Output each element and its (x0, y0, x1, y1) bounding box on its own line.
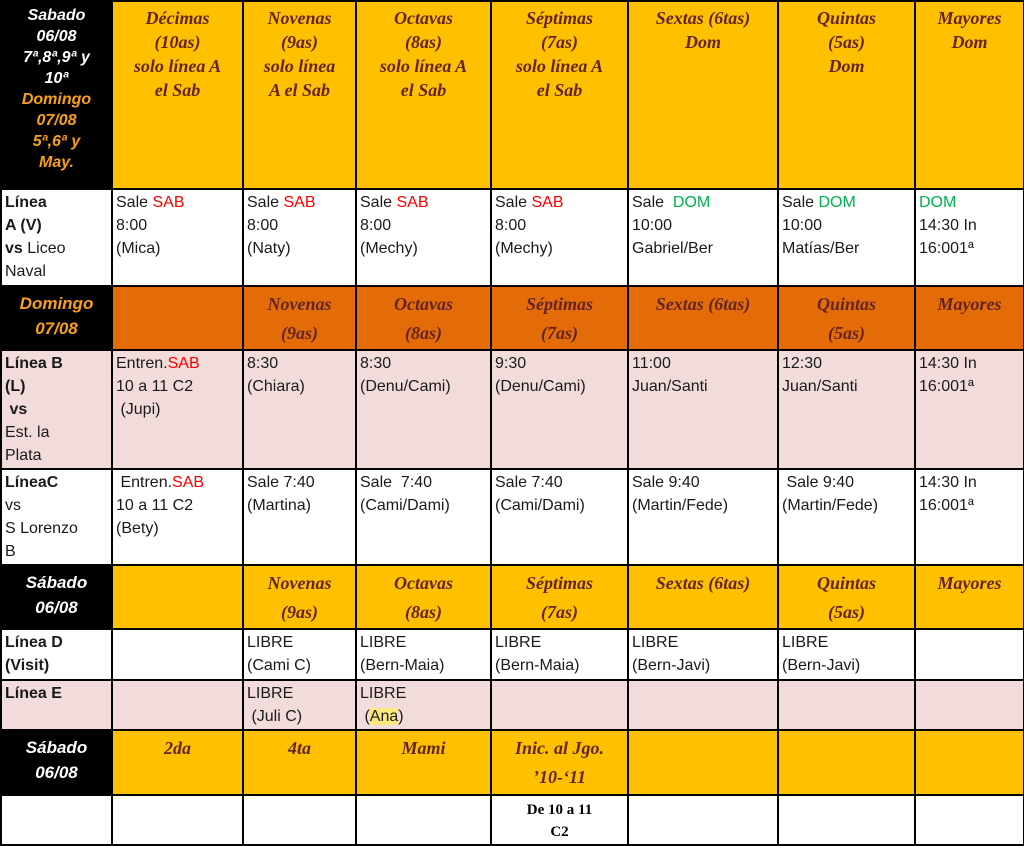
cell-r1-c3 (356, 189, 491, 286)
cell-r0-c6 (778, 1, 915, 189)
cell-line: Mayores (937, 8, 1002, 28)
table-row-bottom-row (1, 795, 1024, 845)
cell-line (5, 291, 108, 316)
cell-line: (Martin/Fede) (782, 497, 879, 514)
cell-r8-c3 (356, 730, 491, 795)
cell-r8-c2 (243, 730, 356, 795)
cell-line: A el Sab (268, 80, 330, 100)
table-row-header-categories (1, 1, 1024, 189)
cell-line: 4ta (287, 738, 311, 758)
cell-line: LIBRE (247, 634, 294, 651)
cell-line (5, 375, 108, 398)
text-segment: 06/08 (36, 28, 77, 45)
cell-line: Sale 9:40 (632, 474, 700, 491)
cell-line: (Mechy) (360, 240, 418, 257)
text-segment: SAB (172, 474, 205, 491)
cell-line: Dom (828, 56, 865, 76)
cell-line (5, 595, 108, 620)
cell-line: 10 a 11 C2 (116, 378, 194, 395)
text-segment: Naval (5, 263, 46, 280)
text-segment: Domingo (21, 91, 92, 108)
cell-line: 9:30 (495, 355, 527, 372)
cell-line: Juan/Santi (782, 378, 858, 395)
cell-r6-c2 (243, 629, 356, 680)
cell-r5-c7 (915, 565, 1024, 629)
cell-line: Mami (401, 738, 446, 758)
cell-line: 14:30 In (919, 355, 977, 372)
cell-r1-c1 (112, 189, 243, 286)
cell-r2-c3 (356, 286, 491, 350)
cell-line (5, 540, 108, 563)
cell-line (919, 191, 1020, 214)
cell-r3-c2 (243, 350, 356, 469)
cell-r2-c5 (628, 286, 778, 350)
cell-r3-c4 (491, 350, 628, 469)
text-segment: Sale (360, 194, 397, 211)
cell-r6-c7 (915, 629, 1024, 680)
cell-r8-c7 (915, 730, 1024, 795)
cell-line (360, 191, 487, 214)
cell-line: Matías/Ber (782, 240, 860, 257)
cell-r8-c4 (491, 730, 628, 795)
text-segment: vs (5, 497, 21, 514)
cell-r6-c5 (628, 629, 778, 680)
row-header-linea-a (1, 189, 112, 286)
text-segment: May. (39, 154, 74, 171)
text-segment: ( (360, 708, 370, 725)
cell-line (5, 654, 108, 677)
cell-r7-c5 (628, 680, 778, 730)
text-segment: A (V) (5, 217, 42, 234)
cell-line: 16:001ª (919, 378, 974, 395)
cell-r8-c6 (778, 730, 915, 795)
cell-r2-c4 (491, 286, 628, 350)
row-header-band-sabado-2 (1, 730, 112, 795)
cell-line: Novenas (267, 8, 332, 28)
cell-line: Quintas (816, 8, 877, 28)
cell-line (5, 398, 108, 421)
cell-r3-c1 (112, 350, 243, 469)
table-row-band-sabado-1 (1, 565, 1024, 629)
cell-line: Sale 7:40 (247, 474, 315, 491)
text-segment: 06/08 (35, 598, 78, 617)
cell-line: Quintas (816, 294, 877, 314)
cell-r6-c1 (112, 629, 243, 680)
cell-line: (Mechy) (495, 240, 553, 257)
cell-line: (8as) (405, 32, 442, 52)
cell-r2-c7 (915, 286, 1024, 350)
cell-r5-c1 (112, 565, 243, 629)
text-segment: SAB (283, 194, 316, 211)
text-segment: DOM (672, 194, 711, 211)
text-segment: Ana (369, 708, 399, 725)
cell-line: Dom (685, 32, 721, 52)
cell-r6-c3 (356, 629, 491, 680)
cell-line: Mayores (937, 573, 1002, 593)
cell-line: (Bern-Javi) (632, 657, 711, 674)
table-row-band-domingo (1, 286, 1024, 350)
cell-line: (Bern-Maia) (495, 657, 580, 674)
cell-r4-c1 (112, 469, 243, 565)
cell-line: (Bern-Javi) (782, 657, 861, 674)
cell-line: LIBRE (360, 634, 407, 651)
cell-line: (5as) (828, 32, 865, 52)
cell-line: Quintas (816, 573, 877, 593)
row-header-header-categories (1, 1, 112, 189)
cell-line (247, 191, 352, 214)
cell-r3-c7 (915, 350, 1024, 469)
cell-line (5, 26, 108, 47)
cell-line: (Bern-Maia) (360, 657, 445, 674)
cell-r1-c6 (778, 189, 915, 286)
cell-line (5, 191, 108, 214)
cell-line (5, 735, 108, 760)
cell-line: Sextas (6tas) (655, 8, 751, 28)
text-segment: 10ª (44, 70, 69, 87)
cell-r3-c6 (778, 350, 915, 469)
table-row-linea-d (1, 629, 1024, 680)
cell-line: Mayores (937, 294, 1002, 314)
cell-line: 8:30 (247, 355, 279, 372)
text-segment: Sale (782, 194, 819, 211)
cell-r7-c7 (915, 680, 1024, 730)
cell-line: (Bety) (116, 520, 159, 537)
cell-r2-c1 (112, 286, 243, 350)
cell-line: (Martin/Fede) (632, 497, 729, 514)
text-segment: Entren. (116, 474, 173, 491)
cell-line: 11:00 (632, 355, 671, 372)
cell-line: (9as) (281, 323, 318, 343)
cell-line: Octavas (394, 8, 453, 28)
cell-line: (Jupi) (116, 401, 161, 418)
cell-line: (9as) (281, 32, 318, 52)
cell-line: (Juli C) (247, 708, 303, 725)
text-segment: Sabado (27, 7, 86, 24)
cell-line: (7as) (541, 602, 578, 622)
cell-line: 14:30 In (919, 217, 977, 234)
cell-line: (9as) (281, 602, 318, 622)
text-segment: Línea (5, 194, 47, 211)
cell-line (5, 631, 108, 654)
cell-r0-c7 (915, 1, 1024, 189)
cell-line (5, 352, 108, 375)
cell-r4-c3 (356, 469, 491, 565)
cell-line (5, 517, 108, 540)
text-segment: Est. la (5, 424, 50, 441)
cell-line: (5as) (828, 602, 865, 622)
cell-r0-c2 (243, 1, 356, 189)
cell-line: (Naty) (247, 240, 291, 257)
text-segment: LíneaC (5, 474, 59, 491)
cell-r7-c2 (243, 680, 356, 730)
cell-line: (10as) (154, 32, 201, 52)
cell-line: Sale 7:40 (360, 474, 433, 491)
cell-line (5, 316, 108, 341)
text-segment: SAB (531, 194, 564, 211)
text-segment: (Visit) (5, 657, 50, 674)
cell-line (116, 191, 239, 214)
cell-line: LIBRE (782, 634, 829, 651)
cell-line: (Denu/Cami) (495, 378, 586, 395)
text-segment: Plata (5, 447, 42, 464)
cell-line (5, 471, 108, 494)
cell-r9-c5 (628, 795, 778, 845)
text-segment: B (5, 543, 16, 560)
schedule-table-body (1, 1, 1024, 845)
cell-line: Sale 7:40 (495, 474, 563, 491)
cell-r6-c4 (491, 629, 628, 680)
row-header-linea-c (1, 469, 112, 565)
text-segment: 06/08 (35, 763, 78, 782)
text-segment: vs (5, 401, 28, 418)
cell-line: solo línea A (379, 56, 468, 76)
cell-r1-c7 (915, 189, 1024, 286)
cell-line: De 10 a 11 (526, 802, 593, 818)
cell-line (5, 152, 108, 173)
cell-line: Sextas (6tas) (655, 573, 751, 593)
cell-r7-c4 (491, 680, 628, 730)
cell-line: 8:00 (495, 217, 527, 234)
cell-line (5, 682, 108, 705)
cell-r4-c5 (628, 469, 778, 565)
cell-r2-c2 (243, 286, 356, 350)
text-segment: Sale (495, 194, 532, 211)
cell-line: Octavas (394, 294, 453, 314)
cell-line: (Denu/Cami) (360, 378, 451, 395)
cell-r4-c4 (491, 469, 628, 565)
cell-line (5, 89, 108, 110)
text-segment: Línea D (5, 634, 63, 651)
cell-line: LIBRE (247, 685, 294, 702)
cell-line: C2 (550, 824, 569, 840)
text-segment: Línea E (5, 685, 62, 702)
cell-r9-c1 (112, 795, 243, 845)
cell-line: 8:00 (116, 217, 148, 234)
cell-line: Octavas (394, 573, 453, 593)
cell-line: Dom (951, 32, 988, 52)
cell-line (360, 705, 487, 728)
cell-r9-c2 (243, 795, 356, 845)
text-segment: Sale (116, 194, 153, 211)
cell-line: LIBRE (495, 634, 542, 651)
cell-line: (Cami C) (247, 657, 311, 674)
cell-line: 16:001ª (919, 240, 974, 257)
cell-line (5, 570, 108, 595)
cell-line: ’10-‘11 (533, 767, 586, 787)
row-header-bottom-row (1, 795, 112, 845)
cell-line: solo línea A (133, 56, 222, 76)
table-row-linea-b (1, 350, 1024, 469)
text-segment: SAB (152, 194, 185, 211)
text-segment: 07/08 (35, 319, 78, 338)
cell-r7-c1 (112, 680, 243, 730)
cell-r1-c4 (491, 189, 628, 286)
cell-line: (Chiara) (247, 378, 305, 395)
cell-line: Inic. al Jgo. (514, 738, 604, 758)
cell-r2-c6 (778, 286, 915, 350)
text-segment: Línea B (5, 355, 63, 372)
cell-r0-c3 (356, 1, 491, 189)
cell-line: 8:30 (360, 355, 392, 372)
cell-line: 2da (164, 738, 191, 758)
row-header-band-sabado-1 (1, 565, 112, 629)
text-segment: Entren. (116, 355, 168, 372)
cell-r3-c5 (628, 350, 778, 469)
cell-r0-c1 (112, 1, 243, 189)
row-header-linea-e (1, 680, 112, 730)
text-segment: Domingo (19, 294, 94, 313)
cell-line (5, 131, 108, 152)
cell-line: el Sab (536, 80, 583, 100)
cell-line (5, 214, 108, 237)
cell-r1-c2 (243, 189, 356, 286)
text-segment: S Lorenzo (5, 520, 78, 537)
cell-line: Sextas (6tas) (655, 294, 751, 314)
cell-line: (Martina) (247, 497, 312, 514)
cell-line: (Mica) (116, 240, 161, 257)
text-segment: vs (5, 240, 28, 257)
text-segment: ) (398, 708, 404, 725)
cell-line: (7as) (541, 323, 578, 343)
cell-line: Novenas (267, 294, 332, 314)
cell-line: (Cami/Dami) (360, 497, 450, 514)
cell-r4-c2 (243, 469, 356, 565)
cell-r5-c3 (356, 565, 491, 629)
text-segment: (L) (5, 378, 26, 395)
cell-line (5, 47, 108, 68)
cell-r9-c3 (356, 795, 491, 845)
cell-r8-c5 (628, 730, 778, 795)
table-row-linea-a (1, 189, 1024, 286)
cell-r4-c7 (915, 469, 1024, 565)
cell-line: 8:00 (247, 217, 279, 234)
table-row-linea-e (1, 680, 1024, 730)
cell-line: Novenas (267, 573, 332, 593)
cell-line: Séptimas (525, 294, 593, 314)
cell-line: 10 a 11 C2 (116, 497, 194, 514)
cell-line: Séptimas (525, 573, 593, 593)
cell-r0-c4 (491, 1, 628, 189)
cell-line: (8as) (405, 323, 442, 343)
cell-line (116, 352, 239, 375)
cell-line (495, 191, 624, 214)
cell-line (5, 110, 108, 131)
cell-line (5, 237, 108, 260)
text-segment: Liceo (27, 240, 66, 257)
cell-r8-c1 (112, 730, 243, 795)
row-header-linea-b (1, 350, 112, 469)
table-row-linea-c (1, 469, 1024, 565)
cell-line: LIBRE (360, 685, 407, 702)
cell-r9-c6 (778, 795, 915, 845)
cell-line: Décimas (145, 8, 210, 28)
text-segment: DOM (818, 194, 856, 211)
cell-line: Séptimas (525, 8, 593, 28)
cell-line (5, 494, 108, 517)
cell-line: (8as) (405, 602, 442, 622)
cell-line (5, 68, 108, 89)
row-header-linea-d (1, 629, 112, 680)
cell-line: (7as) (541, 32, 578, 52)
text-segment: SAB (167, 355, 200, 372)
cell-line: el Sab (400, 80, 447, 100)
cell-line: 16:001ª (919, 497, 974, 514)
cell-line: LIBRE (632, 634, 679, 651)
cell-line: el Sab (154, 80, 201, 100)
cell-r5-c4 (491, 565, 628, 629)
cell-r5-c6 (778, 565, 915, 629)
cell-r9-c4 (491, 795, 628, 845)
cell-line: 10:00 (632, 217, 673, 234)
text-segment: Sábado (25, 573, 88, 592)
table-row-band-sabado-2 (1, 730, 1024, 795)
cell-line (116, 471, 239, 494)
cell-line: 8:00 (360, 217, 392, 234)
cell-line (5, 5, 108, 26)
cell-r3-c3 (356, 350, 491, 469)
cell-r5-c5 (628, 565, 778, 629)
text-segment: 5ª,6ª y (32, 133, 81, 150)
cell-line: 10:00 (782, 217, 823, 234)
cell-r4-c6 (778, 469, 915, 565)
text-segment: 7ª,8ª,9ª y (23, 49, 90, 66)
cell-line (5, 421, 108, 444)
cell-r6-c6 (778, 629, 915, 680)
cell-line: 14:30 In (919, 474, 977, 491)
cell-line: Sale 9:40 (782, 474, 855, 491)
cell-line (5, 260, 108, 283)
cell-line: 12:30 (782, 355, 823, 372)
cell-line: solo línea A (515, 56, 604, 76)
cell-line: solo línea (263, 56, 336, 76)
cell-r0-c5 (628, 1, 778, 189)
cell-r9-c7 (915, 795, 1024, 845)
cell-line (5, 760, 108, 785)
cell-line (5, 444, 108, 467)
text-segment: SAB (396, 194, 429, 211)
cell-r7-c6 (778, 680, 915, 730)
text-segment: DOM (919, 194, 957, 211)
cell-line (632, 191, 774, 214)
row-header-band-domingo (1, 286, 112, 350)
cell-line: Juan/Santi (632, 378, 708, 395)
text-segment: Sale (632, 194, 673, 211)
text-segment: 07/08 (36, 112, 77, 129)
text-segment: Sale (247, 194, 284, 211)
cell-r5-c2 (243, 565, 356, 629)
cell-r7-c3 (356, 680, 491, 730)
cell-line: (Cami/Dami) (495, 497, 585, 514)
cell-line: (5as) (828, 323, 865, 343)
cell-r1-c5 (628, 189, 778, 286)
cell-line: Gabriel/Ber (632, 240, 713, 257)
text-segment: Sábado (25, 738, 88, 757)
cell-line (782, 191, 911, 214)
